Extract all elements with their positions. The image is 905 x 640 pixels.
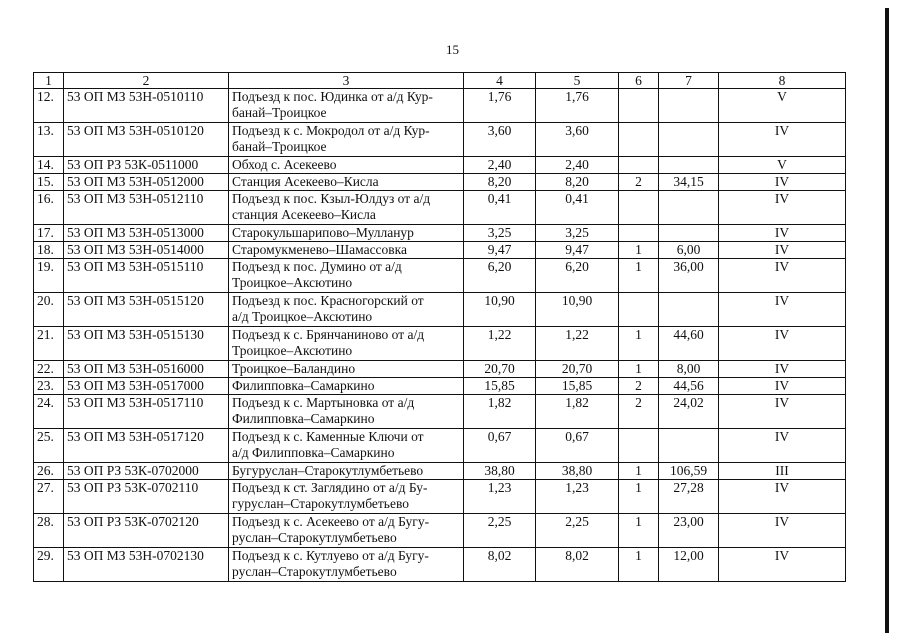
bridge-count-cell: 1: [619, 514, 659, 548]
road-name-line: Станция Асекеево–Кисла: [232, 174, 379, 189]
road-code-cell: 53 ОП РЗ 53К-0702110: [64, 480, 229, 514]
road-name-cell: [229, 123, 464, 157]
header-cell: 3: [229, 73, 464, 89]
bridge-count-cell: 2: [619, 174, 659, 191]
length-cell: 2,25: [464, 514, 536, 548]
road-category-cell: V: [719, 89, 846, 123]
table-row: [34, 429, 846, 463]
road-code-cell: 53 ОП РЗ 53К-0702000: [64, 463, 229, 480]
table-row: [34, 157, 846, 174]
row-number-cell: 16.: [34, 191, 64, 225]
table-row: [34, 395, 846, 429]
bridge-length-cell: 24,02: [659, 395, 719, 429]
road-code-cell: 53 ОП МЗ 53Н-0512110: [64, 191, 229, 225]
road-name-cell: [229, 514, 464, 548]
bridge-length-cell: [659, 191, 719, 225]
row-number-cell: 29.: [34, 548, 64, 582]
length-cell: 3,60: [536, 123, 619, 157]
row-number-cell: 25.: [34, 429, 64, 463]
road-category-cell: IV: [719, 395, 846, 429]
bridge-count-cell: 1: [619, 242, 659, 259]
row-number-cell: 13.: [34, 123, 64, 157]
table-row: [34, 480, 846, 514]
length-cell: 38,80: [464, 463, 536, 480]
table-row: [34, 378, 846, 395]
road-name-line: банай–Троицкое: [232, 139, 327, 154]
length-cell: 15,85: [536, 378, 619, 395]
bridge-length-cell: 6,00: [659, 242, 719, 259]
row-number-cell: 28.: [34, 514, 64, 548]
header-cell: 8: [719, 73, 846, 89]
road-name-line: Обход с. Асекеево: [232, 157, 337, 172]
bridge-count-cell: 1: [619, 480, 659, 514]
road-category-cell: IV: [719, 429, 846, 463]
bridge-count-cell: 2: [619, 378, 659, 395]
road-name-line: Подъезд к с. Кутлуево от а/д Бугу-: [232, 548, 429, 563]
road-name-cell: [229, 191, 464, 225]
road-code-cell: 53 ОП МЗ 53Н-0514000: [64, 242, 229, 259]
road-name-line: Троицкое–Баландино: [232, 361, 356, 376]
length-cell: 20,70: [464, 361, 536, 378]
bridge-count-cell: 1: [619, 327, 659, 361]
road-code-cell: 53 ОП МЗ 53Н-0510120: [64, 123, 229, 157]
road-name-line: Филипповка–Самаркино: [232, 411, 375, 426]
road-code-cell: 53 ОП МЗ 53Н-0513000: [64, 225, 229, 242]
road-name-line: гуруслан–Старокутлумбетьево: [232, 496, 409, 511]
length-cell: 8,20: [464, 174, 536, 191]
road-name-cell: [229, 327, 464, 361]
road-name-line: Подъезд к ст. Заглядино от а/д Бу-: [232, 480, 428, 495]
road-name-cell: [229, 225, 464, 242]
road-code-cell: 53 ОП РЗ 53К-0702120: [64, 514, 229, 548]
road-name-cell: [229, 548, 464, 582]
length-cell: 0,41: [464, 191, 536, 225]
length-cell: 9,47: [464, 242, 536, 259]
row-number-cell: 12.: [34, 89, 64, 123]
length-cell: 3,60: [464, 123, 536, 157]
bridge-length-cell: [659, 89, 719, 123]
length-cell: 2,40: [464, 157, 536, 174]
road-name-line: Подъезд к с. Мокродол от а/д Кур-: [232, 123, 430, 138]
length-cell: 8,20: [536, 174, 619, 191]
road-name-line: Подъезд к пос. Красногорский от: [232, 293, 424, 308]
length-cell: 1,76: [464, 89, 536, 123]
header-cell: 1: [34, 73, 64, 89]
table-body: [34, 73, 846, 582]
row-number-cell: 15.: [34, 174, 64, 191]
road-category-cell: III: [719, 463, 846, 480]
bridge-length-cell: [659, 123, 719, 157]
bridge-length-cell: 44,56: [659, 378, 719, 395]
road-category-cell: IV: [719, 191, 846, 225]
road-category-cell: IV: [719, 327, 846, 361]
road-code-cell: 53 ОП МЗ 53Н-0510110: [64, 89, 229, 123]
road-name-line: Троицкое–Аксютино: [232, 275, 353, 290]
length-cell: 1,82: [536, 395, 619, 429]
bridge-length-cell: [659, 293, 719, 327]
bridge-count-cell: 1: [619, 259, 659, 293]
road-name-line: а/д Троицкое–Аксютино: [232, 309, 373, 324]
bridge-count-cell: 2: [619, 395, 659, 429]
road-code-cell: 53 ОП МЗ 53Н-0517120: [64, 429, 229, 463]
road-category-cell: IV: [719, 225, 846, 242]
bridge-length-cell: 27,28: [659, 480, 719, 514]
row-number-cell: 21.: [34, 327, 64, 361]
length-cell: 0,67: [536, 429, 619, 463]
row-number-cell: 18.: [34, 242, 64, 259]
road-code-cell: 53 ОП МЗ 53Н-0515110: [64, 259, 229, 293]
road-category-cell: IV: [719, 293, 846, 327]
road-code-cell: 53 ОП МЗ 53Н-0702130: [64, 548, 229, 582]
road-category-cell: IV: [719, 548, 846, 582]
road-category-cell: IV: [719, 242, 846, 259]
road-name-line: руслан–Старокутлумбетьево: [232, 530, 397, 545]
length-cell: 10,90: [464, 293, 536, 327]
bridge-count-cell: [619, 429, 659, 463]
road-category-cell: IV: [719, 123, 846, 157]
road-name-line: Подъезд к с. Асекеево от а/д Бугу-: [232, 514, 430, 529]
bridge-length-cell: 8,00: [659, 361, 719, 378]
length-cell: 2,40: [536, 157, 619, 174]
row-number-cell: 19.: [34, 259, 64, 293]
table-row: [34, 259, 846, 293]
length-cell: 38,80: [536, 463, 619, 480]
road-code-cell: 53 ОП МЗ 53Н-0515120: [64, 293, 229, 327]
road-name-line: Подъезд к с. Каменные Ключи от: [232, 429, 424, 444]
road-code-cell: 53 ОП МЗ 53Н-0516000: [64, 361, 229, 378]
length-cell: 1,22: [464, 327, 536, 361]
bridge-length-cell: 23,00: [659, 514, 719, 548]
road-category-cell: IV: [719, 514, 846, 548]
table-row: [34, 548, 846, 582]
bridge-length-cell: 34,15: [659, 174, 719, 191]
road-name-line: банай–Троицкое: [232, 105, 327, 120]
table-row: [34, 89, 846, 123]
road-code-cell: 53 ОП МЗ 53Н-0517110: [64, 395, 229, 429]
road-name-line: Подъезд к пос. Думино от а/д: [232, 259, 402, 274]
length-cell: 1,22: [536, 327, 619, 361]
road-name-cell: [229, 242, 464, 259]
length-cell: 10,90: [536, 293, 619, 327]
road-name-cell: [229, 89, 464, 123]
road-name-cell: [229, 463, 464, 480]
road-name-cell: [229, 429, 464, 463]
row-number-cell: 24.: [34, 395, 64, 429]
road-code-cell: 53 ОП МЗ 53Н-0512000: [64, 174, 229, 191]
road-category-cell: IV: [719, 259, 846, 293]
page-number: 15: [446, 42, 459, 57]
table-row: [34, 191, 846, 225]
table-row: [34, 174, 846, 191]
bridge-length-cell: [659, 429, 719, 463]
road-name-line: Старомукменево–Шамассовка: [232, 242, 408, 257]
length-cell: 6,20: [464, 259, 536, 293]
length-cell: 1,23: [536, 480, 619, 514]
road-name-cell: [229, 174, 464, 191]
length-cell: 3,25: [536, 225, 619, 242]
road-name-line: Троицкое–Аксютино: [232, 343, 353, 358]
header-cell: 4: [464, 73, 536, 89]
roads-table: [33, 72, 846, 582]
table-row: [34, 463, 846, 480]
road-name-cell: [229, 293, 464, 327]
header-cell: 7: [659, 73, 719, 89]
table-row: [34, 242, 846, 259]
length-cell: 1,23: [464, 480, 536, 514]
road-category-cell: IV: [719, 480, 846, 514]
bridge-count-cell: [619, 89, 659, 123]
header-cell: 6: [619, 73, 659, 89]
road-name-line: Подъезд к с. Мартыновка от а/д: [232, 395, 415, 410]
bridge-count-cell: [619, 225, 659, 242]
bridge-length-cell: [659, 157, 719, 174]
road-code-cell: 53 ОП РЗ 53К-0511000: [64, 157, 229, 174]
table-row: [34, 123, 846, 157]
road-code-cell: 53 ОП МЗ 53Н-0517000: [64, 378, 229, 395]
table-row: [34, 327, 846, 361]
table-row: [34, 361, 846, 378]
row-number-cell: 27.: [34, 480, 64, 514]
bridge-count-cell: 1: [619, 361, 659, 378]
bridge-length-cell: 36,00: [659, 259, 719, 293]
road-name-cell: [229, 259, 464, 293]
bridge-length-cell: 106,59: [659, 463, 719, 480]
header-cell: 2: [64, 73, 229, 89]
length-cell: 0,67: [464, 429, 536, 463]
length-cell: 0,41: [536, 191, 619, 225]
length-cell: 1,82: [464, 395, 536, 429]
table-header-row: [34, 73, 846, 89]
road-name-line: Старокульшарипово–Мулланур: [232, 225, 414, 240]
length-cell: 1,76: [536, 89, 619, 123]
length-cell: 2,25: [536, 514, 619, 548]
road-name-line: станция Асекеево–Кисла: [232, 207, 376, 222]
bridge-count-cell: [619, 157, 659, 174]
row-number-cell: 26.: [34, 463, 64, 480]
row-number-cell: 20.: [34, 293, 64, 327]
road-name-line: Подъезд к с. Брянчаниново от а/д: [232, 327, 425, 342]
bridge-count-cell: [619, 123, 659, 157]
road-category-cell: IV: [719, 378, 846, 395]
length-cell: 6,20: [536, 259, 619, 293]
length-cell: 8,02: [464, 548, 536, 582]
road-name-line: Подъезд к пос. Юдинка от а/д Кур-: [232, 89, 433, 104]
length-cell: 20,70: [536, 361, 619, 378]
road-name-line: а/д Филипповка–Самаркино: [232, 445, 395, 460]
road-name-cell: [229, 157, 464, 174]
length-cell: 9,47: [536, 242, 619, 259]
row-number-cell: 14.: [34, 157, 64, 174]
road-code-cell: 53 ОП МЗ 53Н-0515130: [64, 327, 229, 361]
row-number-cell: 17.: [34, 225, 64, 242]
bridge-count-cell: 1: [619, 548, 659, 582]
length-cell: 15,85: [464, 378, 536, 395]
bridge-length-cell: 12,00: [659, 548, 719, 582]
row-number-cell: 23.: [34, 378, 64, 395]
length-cell: 8,02: [536, 548, 619, 582]
bridge-count-cell: [619, 293, 659, 327]
road-category-cell: IV: [719, 174, 846, 191]
road-name-cell: [229, 378, 464, 395]
road-name-line: Филипповка–Самаркино: [232, 378, 375, 393]
row-number-cell: 22.: [34, 361, 64, 378]
road-name-line: Подъезд к пос. Кзыл-Юлдуз от а/д: [232, 191, 431, 206]
road-name-cell: [229, 395, 464, 429]
road-name-cell: [229, 361, 464, 378]
scan-edge-bar: [885, 8, 889, 633]
table-row: [34, 293, 846, 327]
bridge-count-cell: [619, 191, 659, 225]
table-row: [34, 225, 846, 242]
road-name-line: Бугуруслан–Старокутлумбетьево: [232, 463, 424, 478]
road-category-cell: V: [719, 157, 846, 174]
road-name-cell: [229, 480, 464, 514]
bridge-count-cell: 1: [619, 463, 659, 480]
bridge-length-cell: [659, 225, 719, 242]
header-cell: 5: [536, 73, 619, 89]
table-row: [34, 514, 846, 548]
length-cell: 3,25: [464, 225, 536, 242]
bridge-length-cell: 44,60: [659, 327, 719, 361]
road-name-line: руслан–Старокутлумбетьево: [232, 564, 397, 579]
road-category-cell: IV: [719, 361, 846, 378]
